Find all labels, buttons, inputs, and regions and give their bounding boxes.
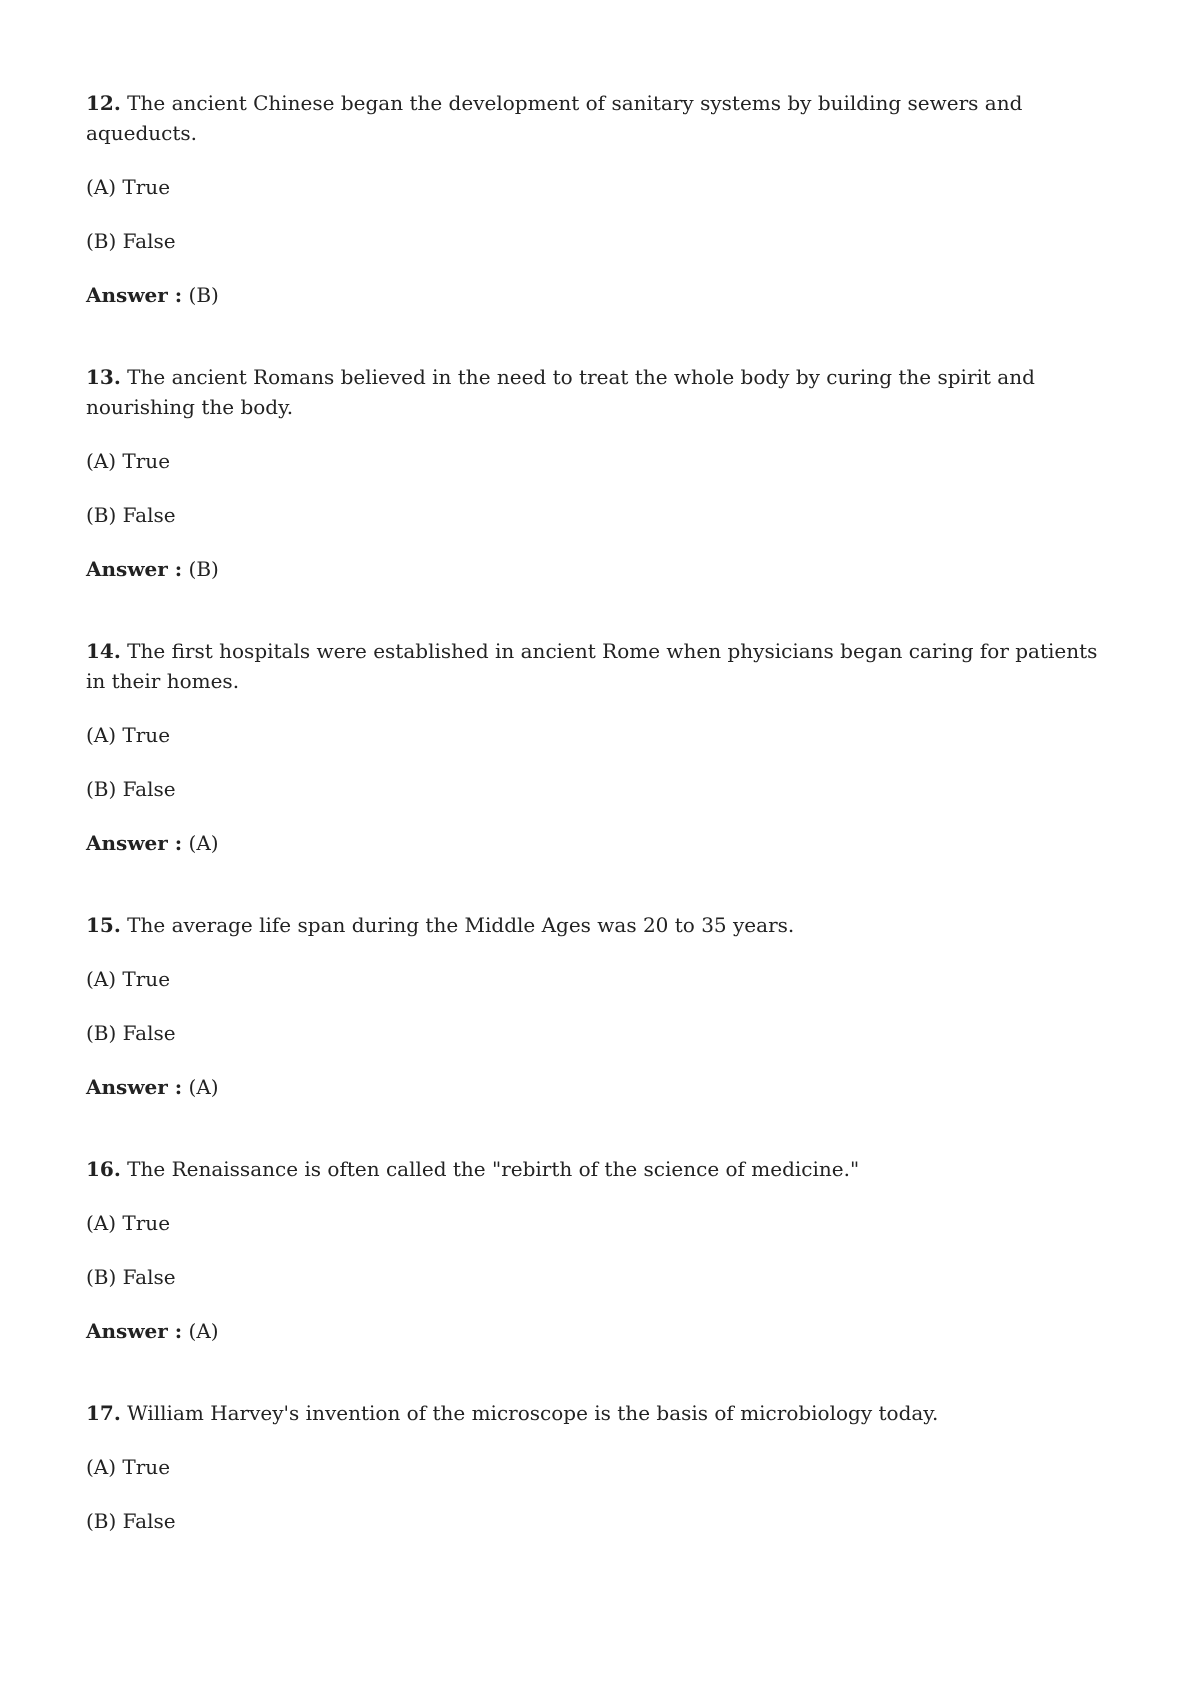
answer-value: (A): [188, 831, 219, 855]
option-b: (B) False: [86, 1021, 176, 1045]
question-text: [86, 88, 1106, 148]
question-body: The ancient Romans believed in the need to treat the whole body by curing the spirit and nourishing the body.: [86, 365, 1035, 419]
answer-line: [86, 280, 1106, 310]
question-body: The ancient Chinese began the development of sanitary systems by building sewers and aqueducts.: [86, 91, 1023, 145]
question-text: [86, 636, 1106, 696]
option-a: (A) True: [86, 967, 171, 991]
answer-value: (B): [188, 283, 219, 307]
option-b: (B) False: [86, 503, 176, 527]
answer-value: (A): [188, 1319, 219, 1343]
document-page: [86, 88, 1106, 1588]
question-number: 16.: [86, 1157, 121, 1181]
question-number: 17.: [86, 1401, 121, 1425]
option-a: (A) True: [86, 1211, 171, 1235]
answer-line: [86, 1316, 1106, 1346]
question-text: [86, 362, 1106, 422]
option-b: (B) False: [86, 1509, 176, 1533]
answer-line: [86, 554, 1106, 584]
question-14: [86, 636, 1106, 858]
option-b: (B) False: [86, 1265, 176, 1289]
answer-label: Answer :: [86, 1075, 183, 1099]
option-b: (B) False: [86, 777, 176, 801]
answer-label: Answer :: [86, 557, 183, 581]
answer-value: (A): [188, 1075, 219, 1099]
option-a: (A) True: [86, 723, 171, 747]
question-12: [86, 88, 1106, 310]
question-13: [86, 362, 1106, 584]
question-number: 14.: [86, 639, 121, 663]
question-body: The first hospitals were established in ancient Rome when physicians began caring for patients in their homes.: [86, 639, 1098, 693]
option-a: (A) True: [86, 1455, 171, 1479]
option-a: (A) True: [86, 449, 171, 473]
answer-line: [86, 1072, 1106, 1102]
question-body: The average life span during the Middle Ages was 20 to 35 years.: [127, 913, 795, 937]
answer-value: (B): [188, 557, 219, 581]
question-15: [86, 910, 1106, 1102]
question-17: [86, 1398, 1106, 1536]
question-text: [86, 1154, 1106, 1184]
question-number: 13.: [86, 365, 121, 389]
option-b: (B) False: [86, 229, 176, 253]
question-body: William Harvey's invention of the microscope is the basis of microbiology today.: [127, 1401, 939, 1425]
answer-label: Answer :: [86, 831, 183, 855]
answer-label: Answer :: [86, 1319, 183, 1343]
answer-label: Answer :: [86, 283, 183, 307]
question-number: 15.: [86, 913, 121, 937]
question-text: [86, 1398, 1106, 1428]
question-text: [86, 910, 1106, 940]
question-body: The Renaissance is often called the "rebirth of the science of medicine.": [127, 1157, 860, 1181]
answer-line: [86, 828, 1106, 858]
question-number: 12.: [86, 91, 121, 115]
option-a: (A) True: [86, 175, 171, 199]
question-16: [86, 1154, 1106, 1346]
